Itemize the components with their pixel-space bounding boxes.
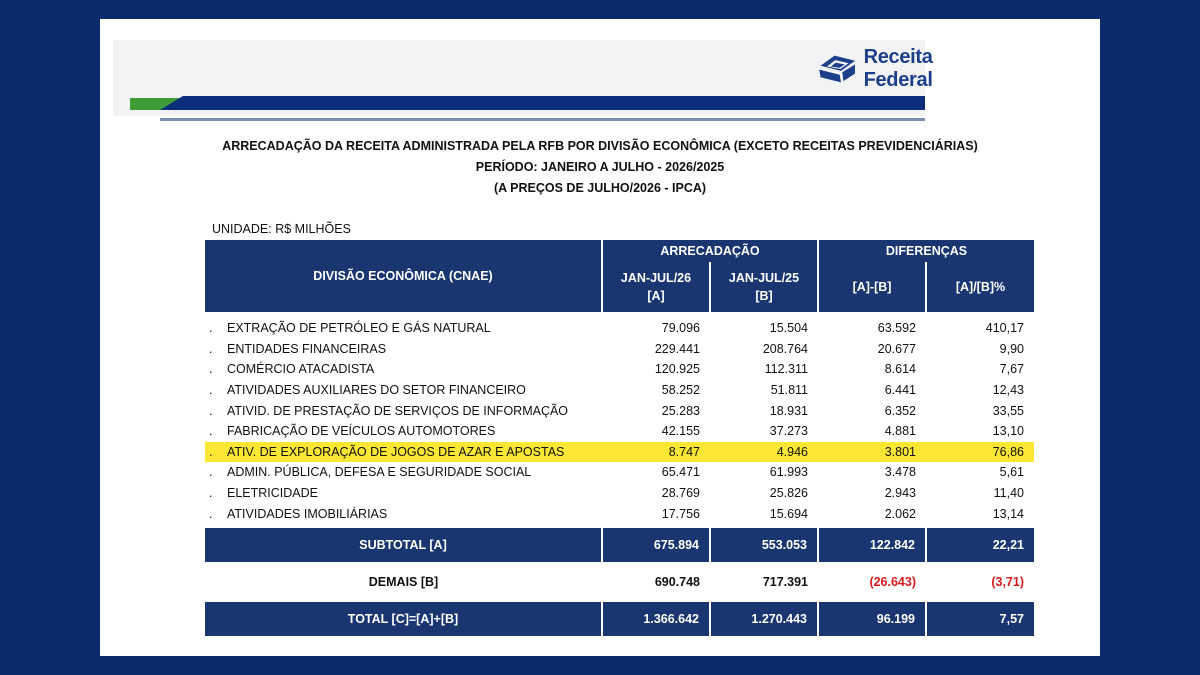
row-pct: 12,43	[992, 383, 1024, 398]
row-division: COMÉRCIO ATACADISTA	[227, 362, 375, 377]
table-row: . ENTIDADES FINANCEIRAS 229.441 208.764 20.677 9,90	[205, 339, 1034, 360]
row-pct: 7,67	[999, 362, 1024, 377]
report-period: PERÍODO: JANEIRO A JULHO - 2026/2025	[475, 160, 725, 174]
table-row: . COMÉRCIO ATACADISTA 120.925 112.311 8.614 7,67	[205, 359, 1034, 380]
row-diff: 4.881	[884, 424, 916, 439]
row-value-b: 4.946	[710, 442, 818, 463]
header-col-diff: [A]-[B]	[818, 262, 926, 312]
row-division: ATIVIDADES AUXILIARES DO SETOR FINANCEIRO	[227, 383, 526, 398]
row-pct: 76,86	[926, 442, 1034, 463]
row-value-a: 42.155	[661, 424, 700, 439]
subtotal-label: SUBTOTAL [A]	[205, 528, 602, 562]
row-value-a: 28.769	[661, 486, 700, 501]
subtotal-pct: 22,21	[926, 528, 1034, 562]
total-pct: 7,57	[926, 602, 1034, 636]
row-value-a: 8.747	[602, 442, 710, 463]
revenue-table	[205, 240, 1034, 636]
header-group-diferencas: DIFERENÇAS	[818, 240, 1034, 262]
row-value-b: 15.504	[769, 321, 808, 336]
row-value-b: 112.311	[764, 362, 808, 377]
row-value-b: 15.694	[769, 506, 808, 521]
demais-value-a: 690.748	[654, 574, 700, 589]
row-diff: 8.614	[884, 362, 916, 377]
demais-diff: (26.643)	[869, 574, 916, 589]
report-price-basis: (A PREÇOS DE JULHO/2026 - IPCA)	[493, 181, 707, 195]
header-col-a: JAN-JUL/26 [A]	[602, 262, 710, 312]
total-value-a: 1.366.642	[602, 602, 710, 636]
total-value-b: 1.270.443	[710, 602, 818, 636]
subtotal-value-a: 675.894	[602, 528, 710, 562]
row-value-b: 37.273	[769, 424, 808, 439]
subtotal-diff: 122.842	[818, 528, 926, 562]
row-pct: 33,55	[992, 403, 1024, 418]
row-pct: 13,14	[992, 506, 1024, 521]
row-pct: 410,17	[985, 321, 1024, 336]
row-diff: 20.677	[877, 341, 916, 356]
header-col-b: JAN-JUL/25 [B]	[710, 262, 818, 312]
row-division: ADMIN. PÚBLICA, DEFESA E SEGURIDADE SOCIAL	[227, 465, 532, 480]
row-value-a: 120.925	[654, 362, 700, 377]
total-diff: 96.199	[818, 602, 926, 636]
demais-label: DEMAIS [B]	[368, 574, 439, 589]
row-value-b: 51.811	[770, 383, 808, 398]
row-pct: 5,61	[999, 465, 1024, 480]
row-value-a: 17.756	[661, 506, 700, 521]
banner-blue-stripe	[160, 96, 925, 110]
row-diff: 2.062	[884, 506, 916, 521]
row-division: EXTRAÇÃO DE PETRÓLEO E GÁS NATURAL	[227, 321, 491, 336]
row-pct: 11,40	[993, 486, 1024, 501]
subtotal-value-b: 553.053	[710, 528, 818, 562]
receita-federal-emblem-icon	[818, 46, 858, 92]
report-title: ARRECADAÇÃO DA RECEITA ADMINISTRADA PELA RFB POR DIVISÃO ECONÔMICA (EXCETO RECEITAS PREVIDENCIÁRIAS)	[222, 139, 978, 153]
row-value-a: 79.096	[661, 321, 700, 336]
report-title-block	[100, 136, 1100, 199]
table-row: . ADMIN. PÚBLICA, DEFESA E SEGURIDADE SOCIAL 65.471 61.993 3.478 5,61	[205, 462, 1034, 483]
total-row	[205, 602, 1034, 636]
row-value-a: 58.252	[661, 383, 700, 398]
table-row: . ELETRICIDADE 28.769 25.826 2.943 11,40	[205, 483, 1034, 504]
subtotal-row	[205, 528, 1034, 562]
header-division: DIVISÃO ECONÔMICA (CNAE)	[205, 240, 602, 312]
table-row-highlighted: . ATIV. DE EXPLORAÇÃO DE JOGOS DE AZAR E APOSTAS 8.747 4.946 3.801 76,86	[205, 442, 1034, 463]
receita-federal-logo	[818, 46, 955, 92]
row-division: FABRICAÇÃO DE VEÍCULOS AUTOMOTORES	[227, 424, 496, 439]
row-value-b: 25.826	[769, 486, 808, 501]
row-diff: 6.352	[884, 403, 916, 418]
row-value-a: 229.441	[654, 341, 700, 356]
table-row: . ATIVIDADES AUXILIARES DO SETOR FINANCEIRO 58.252 51.811 6.441 12,43	[205, 380, 1034, 401]
row-division: ATIVIDADES IMOBILIÁRIAS	[227, 506, 388, 521]
table-row: . FABRICAÇÃO DE VEÍCULOS AUTOMOTORES 42.155 37.273 4.881 13,10	[205, 421, 1034, 442]
brand-name: Receita Federal	[863, 46, 933, 91]
demais-row	[205, 562, 1034, 602]
row-diff: 3.478	[884, 465, 916, 480]
header-group-arrecadacao: ARRECADAÇÃO	[602, 240, 818, 262]
demais-pct: (3,71)	[991, 574, 1024, 589]
row-diff: 3.801	[818, 442, 926, 463]
row-value-b: 208.764	[762, 341, 808, 356]
row-division: ATIV. DE EXPLORAÇÃO DE JOGOS DE AZAR E APOSTAS	[227, 444, 565, 459]
row-value-a: 65.471	[661, 465, 700, 480]
row-pct: 9,90	[999, 341, 1024, 356]
total-label: TOTAL [C]=[A]+[B]	[205, 602, 602, 636]
table-row: . EXTRAÇÃO DE PETRÓLEO E GÁS NATURAL 79.096 15.504 63.592 410,17	[205, 318, 1034, 339]
demais-value-b: 717.391	[762, 574, 808, 589]
row-division: ATIVID. DE PRESTAÇÃO DE SERVIÇOS DE INFORMAÇÃO	[227, 403, 569, 418]
row-value-b: 61.993	[769, 465, 808, 480]
header-col-pct: [A]/[B]%	[926, 262, 1034, 312]
row-division: ELETRICIDADE	[227, 486, 318, 501]
row-pct: 13,10	[992, 424, 1024, 439]
row-diff: 6.441	[884, 383, 916, 398]
row-division: ENTIDADES FINANCEIRAS	[227, 341, 387, 356]
banner-thin-stripe	[160, 118, 925, 121]
table-row: . ATIVIDADES IMOBILIÁRIAS 17.756 15.694 2.062 13,14	[205, 503, 1034, 524]
unit-label: UNIDADE: R$ MILHÕES	[212, 222, 351, 236]
row-diff: 63.592	[877, 321, 916, 336]
row-value-b: 18.931	[769, 403, 808, 418]
row-value-a: 25.283	[661, 403, 700, 418]
row-diff: 2.943	[884, 486, 916, 501]
table-row: . ATIVID. DE PRESTAÇÃO DE SERVIÇOS DE INFORMAÇÃO 25.283 18.931 6.352 33,55	[205, 400, 1034, 421]
